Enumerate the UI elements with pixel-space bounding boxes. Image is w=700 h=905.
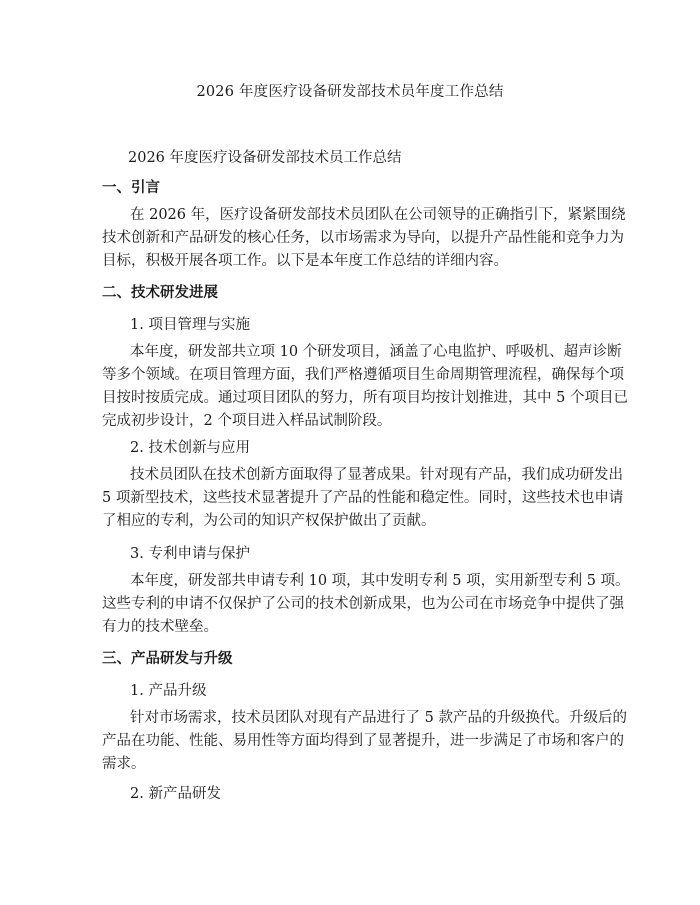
paragraph-line: 5 项新型技术，这些技术显著提升了产品的性能和稳定性。同时，这些技术也申请 (102, 490, 624, 506)
paragraph-line: 针对市场需求，技术员团队对现有产品进行了 5 款产品的升级换代。升级后的 (130, 710, 627, 726)
paragraph-line: 这些专利的申请不仅保护了公司的技术创新成果，也为公司在市场竞争中提供了强 (102, 596, 624, 612)
paragraph-line: 有力的技术壁垒。 (102, 619, 218, 635)
paragraph-line: 技术员团队在技术创新方面取得了显著成果。针对现有产品，我们成功研发出 (130, 467, 623, 483)
tech-innovation-paragraph (102, 464, 624, 533)
subheading-project-management: 1. 项目管理与实施 (130, 317, 250, 333)
paragraph-line: 等多个领域。在项目管理方面，我们严格遵循项目生命周期管理流程，确保每个项 (102, 367, 624, 383)
paragraph-line: 在 2026 年，医疗设备研发部技术员团队在公司领导的正确指引下，紧紧围绕 (130, 207, 626, 223)
paragraph-line: 技术创新和产品研发的核心任务，以市场需求为导向，以提升产品性能和竞争力为 (102, 230, 624, 246)
paragraph-line: 了相应的专利，为公司的知识产权保护做出了贡献。 (102, 513, 436, 529)
intro-paragraph (102, 204, 626, 273)
subheading-patent: 3. 专利申请与保护 (130, 546, 250, 562)
patent-paragraph (102, 570, 630, 639)
section-heading-product: 三、产品研发与升级 (102, 651, 233, 667)
document-title: 2026 年度医疗设备研发部技术员年度工作总结 (196, 84, 504, 100)
paragraph-line: 本年度，研发部共立项 10 个研发项目，涵盖了心电监护、呼吸机、超声诊断 (130, 344, 622, 360)
paragraph-line: 需求。 (102, 756, 146, 772)
paragraph-line: 产品在功能、性能、易用性等方面均得到了显著提升，进一步满足了市场和客户的 (102, 733, 624, 749)
section-heading-intro: 一、引言 (102, 180, 160, 196)
subheading-new-product: 2. 新产品研发 (130, 786, 221, 802)
paragraph-line: 目按时按质完成。通过项目团队的努力，所有项目均按计划推进，其中 5 个项目已 (102, 390, 628, 406)
paragraph-line: 完成初步设计，2 个项目进入样品试制阶段。 (102, 413, 392, 429)
section-heading-rd: 二、技术研发进展 (102, 285, 218, 301)
subheading-product-upgrade: 1. 产品升级 (130, 683, 207, 699)
paragraph-line: 本年度，研发部共申请专利 10 项，其中发明专利 5 项，实用新型专利 5 项。 (130, 573, 630, 589)
project-management-paragraph (102, 341, 628, 433)
product-upgrade-paragraph (102, 707, 627, 776)
paragraph-line: 目标，积极开展各项工作。以下是本年度工作总结的详细内容。 (102, 253, 508, 269)
subheading-tech-innovation: 2. 技术创新与应用 (130, 440, 250, 456)
document-subtitle: 2026 年度医疗设备研发部技术员工作总结 (128, 150, 402, 166)
